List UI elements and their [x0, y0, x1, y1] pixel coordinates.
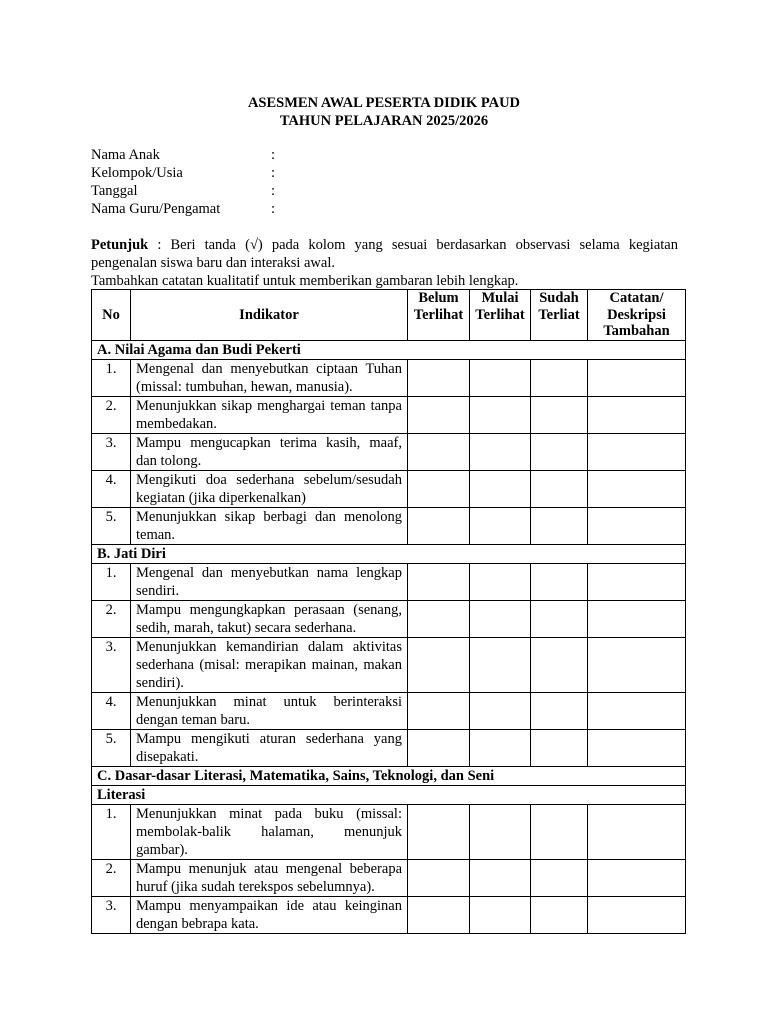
info-colon: :	[271, 201, 276, 217]
indicator-text: Menunjukkan kemandirian dalam aktivitas sederhana (misal: merapikan mainan, makan sendiri).	[131, 638, 408, 693]
cell-sudah-terliat[interactable]	[531, 564, 588, 601]
header-mulai-terlihat: Mulai Terlihat	[470, 290, 531, 341]
indicator-text: Mampu mengikuti aturan sederhana yang disepakati.	[131, 730, 408, 767]
cell-belum-terlihat[interactable]	[408, 805, 470, 860]
instructions-text: : Beri tanda (√) pada kolom yang sesuai berdasarkan observasi selama kegiatan pengenalan siswa baru dan interaksi awal.	[91, 237, 678, 271]
cell-catatan[interactable]	[588, 730, 686, 767]
info-colon: :	[271, 183, 276, 199]
cell-catatan[interactable]	[588, 564, 686, 601]
table-row	[92, 508, 686, 545]
cell-catatan[interactable]	[588, 897, 686, 934]
header-sudah-terliat: Sudah Terliat	[531, 290, 588, 341]
indicator-text: Mengenal dan menyebutkan nama lengkap sendiri.	[131, 564, 408, 601]
section-row	[92, 767, 686, 786]
cell-mulai-terlihat[interactable]	[470, 638, 531, 693]
table-row	[92, 805, 686, 860]
table-row	[92, 471, 686, 508]
cell-belum-terlihat[interactable]	[408, 693, 470, 730]
document-title: ASESMEN AWAL PESERTA DIDIK PAUD	[247, 95, 521, 111]
section-title: C. Dasar-dasar Literasi, Matematika, Sains, Teknologi, dan Seni	[92, 767, 686, 786]
cell-mulai-terlihat[interactable]	[470, 601, 531, 638]
row-number: 3.	[92, 897, 131, 934]
row-number: 1.	[92, 360, 131, 397]
info-field-nama-anak	[91, 146, 391, 164]
indicator-text: Mampu menyampaikan ide atau keinginan dengan bebrapa kata.	[131, 897, 408, 934]
table-row	[92, 360, 686, 397]
row-number: 4.	[92, 693, 131, 730]
cell-mulai-terlihat[interactable]	[470, 434, 531, 471]
subsection-row	[92, 786, 686, 805]
cell-mulai-terlihat[interactable]	[470, 805, 531, 860]
header-no: No	[92, 290, 131, 341]
header-indikator: Indikator	[131, 290, 408, 341]
section-row	[92, 545, 686, 564]
cell-sudah-terliat[interactable]	[531, 434, 588, 471]
instructions-note: Tambahkan catatan kualitatif untuk memberikan gambaran lebih lengkap.	[91, 273, 519, 289]
cell-sudah-terliat[interactable]	[531, 638, 588, 693]
cell-sudah-terliat[interactable]	[531, 508, 588, 545]
cell-sudah-terliat[interactable]	[531, 860, 588, 897]
identity-fields	[91, 146, 391, 218]
info-label: Kelompok/Usia	[91, 165, 183, 181]
cell-belum-terlihat[interactable]	[408, 638, 470, 693]
cell-catatan[interactable]	[588, 693, 686, 730]
cell-sudah-terliat[interactable]	[531, 601, 588, 638]
table-row	[92, 860, 686, 897]
row-number: 5.	[92, 730, 131, 767]
info-colon: :	[271, 165, 276, 181]
cell-catatan[interactable]	[588, 397, 686, 434]
row-number: 4.	[92, 471, 131, 508]
cell-belum-terlihat[interactable]	[408, 601, 470, 638]
instructions-label: Petunjuk	[91, 237, 149, 253]
cell-belum-terlihat[interactable]	[408, 730, 470, 767]
cell-belum-terlihat[interactable]	[408, 897, 470, 934]
info-colon: :	[271, 147, 276, 163]
info-label: Nama Anak	[91, 147, 160, 163]
cell-catatan[interactable]	[588, 860, 686, 897]
cell-belum-terlihat[interactable]	[408, 434, 470, 471]
subsection-title: Literasi	[92, 786, 686, 805]
section-title: B. Jati Diri	[92, 545, 686, 564]
cell-mulai-terlihat[interactable]	[470, 397, 531, 434]
cell-catatan[interactable]	[588, 360, 686, 397]
indicator-text: Menunjukkan minat pada buku (missal: membolak-balik halaman, menunjuk gambar).	[131, 805, 408, 860]
cell-catatan[interactable]	[588, 434, 686, 471]
info-label: Nama Guru/Pengamat	[91, 201, 221, 217]
assessment-table	[91, 289, 686, 934]
row-number: 1.	[92, 564, 131, 601]
indicator-text: Mengenal dan menyebutkan ciptaan Tuhan (missal: tumbuhan, hewan, manusia).	[131, 360, 408, 397]
row-number: 2.	[92, 397, 131, 434]
header-catatan: Catatan/ Deskripsi Tambahan	[588, 290, 686, 341]
cell-mulai-terlihat[interactable]	[470, 860, 531, 897]
cell-catatan[interactable]	[588, 508, 686, 545]
table-row	[92, 730, 686, 767]
cell-sudah-terliat[interactable]	[531, 360, 588, 397]
cell-sudah-terliat[interactable]	[531, 897, 588, 934]
info-field-kelompok	[91, 164, 391, 182]
cell-belum-terlihat[interactable]	[408, 397, 470, 434]
cell-sudah-terliat[interactable]	[531, 730, 588, 767]
cell-belum-terlihat[interactable]	[408, 860, 470, 897]
cell-mulai-terlihat[interactable]	[470, 471, 531, 508]
row-number: 2.	[92, 601, 131, 638]
row-number: 2.	[92, 860, 131, 897]
cell-mulai-terlihat[interactable]	[470, 508, 531, 545]
cell-mulai-terlihat[interactable]	[470, 730, 531, 767]
indicator-text: Mampu menunjuk atau mengenal beberapa huruf (jika sudah terekspos sebelumnya).	[131, 860, 408, 897]
cell-sudah-terliat[interactable]	[531, 471, 588, 508]
row-number: 5.	[92, 508, 131, 545]
cell-catatan[interactable]	[588, 471, 686, 508]
table-row	[92, 693, 686, 730]
cell-sudah-terliat[interactable]	[531, 693, 588, 730]
table-body	[92, 341, 686, 934]
table-row	[92, 397, 686, 434]
section-title: A. Nilai Agama dan Budi Pekerti	[92, 341, 686, 360]
indicator-text: Menunjukkan sikap berbagi dan menolong teman.	[131, 508, 408, 545]
header-belum-terlihat: Belum Terlihat	[408, 290, 470, 341]
cell-catatan[interactable]	[588, 601, 686, 638]
table-row	[92, 638, 686, 693]
cell-mulai-terlihat[interactable]	[470, 564, 531, 601]
info-field-guru	[91, 200, 391, 218]
info-label: Tanggal	[91, 183, 138, 199]
cell-mulai-terlihat[interactable]	[470, 360, 531, 397]
row-number: 3.	[92, 638, 131, 693]
cell-catatan[interactable]	[588, 805, 686, 860]
indicator-text: Mampu mengungkapkan perasaan (senang, sedih, marah, takut) secara sederhana.	[131, 601, 408, 638]
instructions	[91, 236, 678, 290]
cell-belum-terlihat[interactable]	[408, 564, 470, 601]
table-row	[92, 434, 686, 471]
table-row	[92, 601, 686, 638]
indicator-text: Menunjukkan sikap menghargai teman tanpa membedakan.	[131, 397, 408, 434]
row-number: 3.	[92, 434, 131, 471]
cell-mulai-terlihat[interactable]	[470, 693, 531, 730]
cell-sudah-terliat[interactable]	[531, 397, 588, 434]
indicator-text: Mengikuti doa sederhana sebelum/sesudah kegiatan (jika diperkenalkan)	[131, 471, 408, 508]
cell-catatan[interactable]	[588, 638, 686, 693]
document-subtitle: TAHUN PELAJARAN 2025/2026	[279, 113, 489, 129]
table-header-row	[92, 290, 686, 341]
cell-sudah-terliat[interactable]	[531, 805, 588, 860]
cell-belum-terlihat[interactable]	[408, 360, 470, 397]
cell-belum-terlihat[interactable]	[408, 471, 470, 508]
indicator-text: Menunjukkan minat untuk berinteraksi dengan teman baru.	[131, 693, 408, 730]
instructions-paragraph	[91, 236, 678, 272]
table-row	[92, 897, 686, 934]
cell-mulai-terlihat[interactable]	[470, 897, 531, 934]
indicator-text: Mampu mengucapkan terima kasih, maaf, dan tolong.	[131, 434, 408, 471]
row-number: 1.	[92, 805, 131, 860]
section-row	[92, 341, 686, 360]
info-field-tanggal	[91, 182, 391, 200]
table-row	[92, 564, 686, 601]
cell-belum-terlihat[interactable]	[408, 508, 470, 545]
